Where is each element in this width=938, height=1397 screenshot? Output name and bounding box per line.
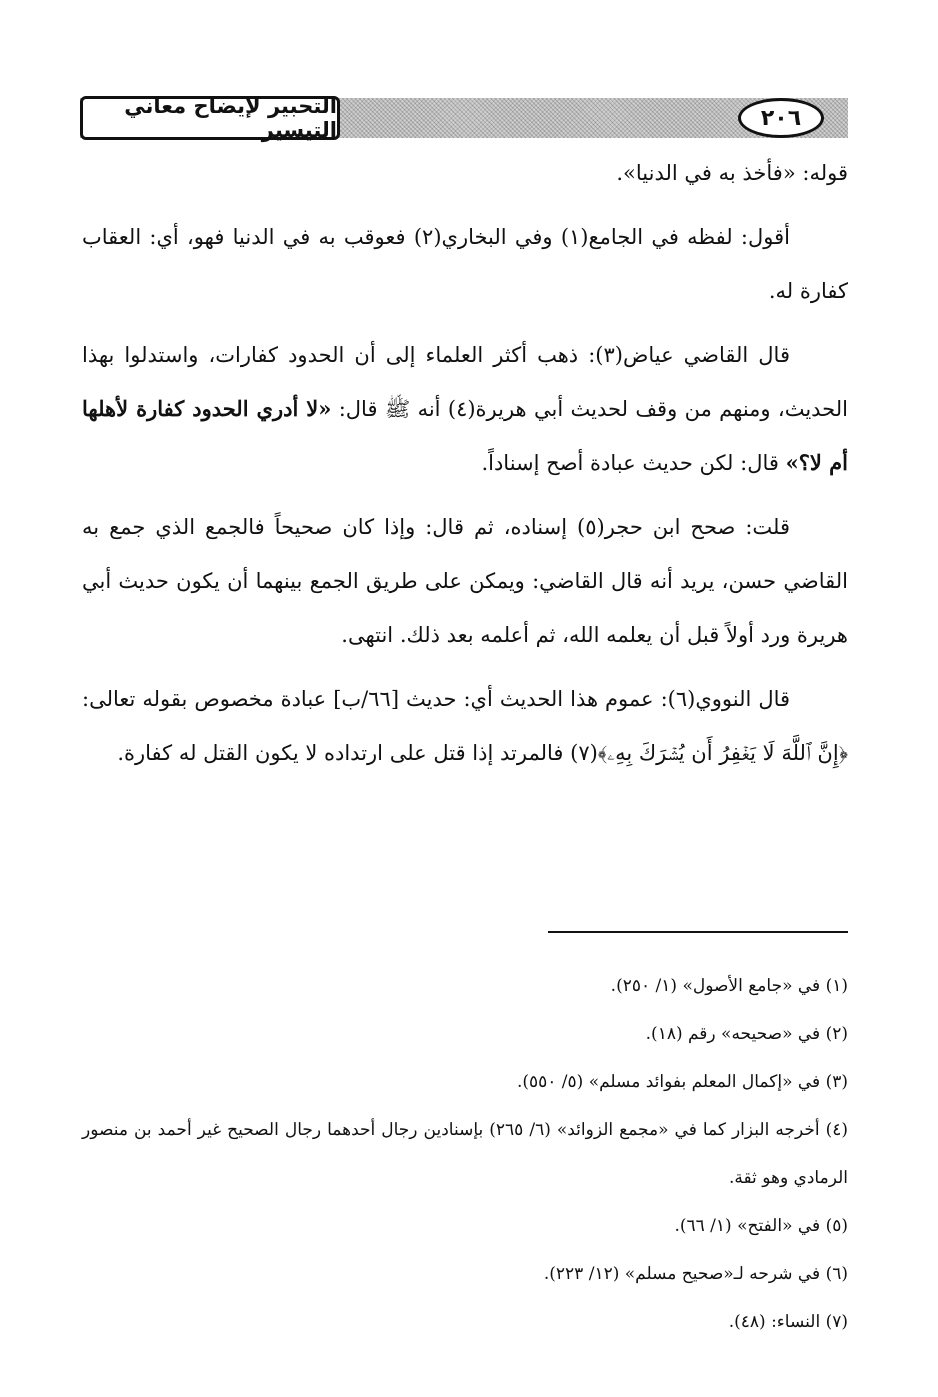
footnote-4: (٤) أخرجه البزار كما في «مجمع الزوائد» (٦/ ٢٦٥) بإسنادين رجال أحدهما رجال الصحيح غير أحمد بن منصور الرمادي وهو ثقة. (82, 1120, 848, 1188)
paragraph-1-text: قوله: «فأخذ به في الدنيا». (616, 161, 848, 185)
paragraph-2: أقول: لفظه في الجامع(١) وفي البخاري(٢) فعوقب به في الدنيا فهو، أي: العقاب كفارة له. (82, 225, 848, 303)
footnote-separator (548, 931, 848, 933)
footnote-7: (٧) النساء: (٤٨). (728, 1312, 848, 1332)
paragraph-5: قال النووي(٦): عموم هذا الحديث أي: حديث [٦٦/ب] عبادة مخصوص بقوله تعالى: ﴿إِنَّ ٱللَّهَ لَا يَغۡفِرُ أَن يُشۡرَكَ بِهِۦ﴾(٧) فالمرتد إذا قتل على ارتداده لا يكون القتل له كفارة. (82, 687, 848, 765)
main-text (82, 146, 848, 790)
footnote-1: (١) في «جامع الأصول» (١/ ٢٥٠). (610, 976, 848, 996)
footnote-5: (٥) في «الفتح» (١/ ٦٦). (674, 1216, 848, 1236)
running-title: التحبير لإيضاح معاني التيسير (80, 96, 340, 140)
page-number: ٢٠٦ (738, 98, 824, 138)
hadith-quote: «لا أدري الحدود كفارة لأهلها أم لا؟» (82, 396, 848, 475)
footnote-6: (٦) في شرحه لـ«صحيح مسلم» (١٢/ ٢٢٣). (543, 1264, 848, 1284)
paragraph-3-text-a: قال القاضي عياض(٣): ذهب أكثر العلماء إلى أن الحدود كفارات، واستدلوا بهذا الحديث، ومنهم من وقف لحديث أبي هريرة(٤) أنه ﷺ قال: (82, 343, 848, 421)
paragraph-3 (82, 328, 848, 490)
footnote-2: (٢) في «صحيحه» رقم (١٨). (645, 1024, 848, 1044)
paragraph-3-text-b: قال: لكن حديث عبادة أصح إسناداً. (481, 451, 786, 475)
paragraph-1 (82, 146, 848, 200)
footnotes (82, 962, 848, 1346)
footnote-3: (٣) في «إكمال المعلم بفوائد مسلم» (٥/ ٥٥٠). (516, 1072, 848, 1092)
paragraph-4: قلت: صحح ابن حجر(٥) إسناده، ثم قال: وإذا كان صحيحاً فالجمع الذي جمع به القاضي حسن، يريد أنه قال القاضي: ويمكن على طريق الجمع بينهما أن يكون حديث أبي هريرة ورد أولاً قبل أن يعلمه الله، ثم أعلمه بعد ذلك. انتهى. (82, 515, 848, 647)
